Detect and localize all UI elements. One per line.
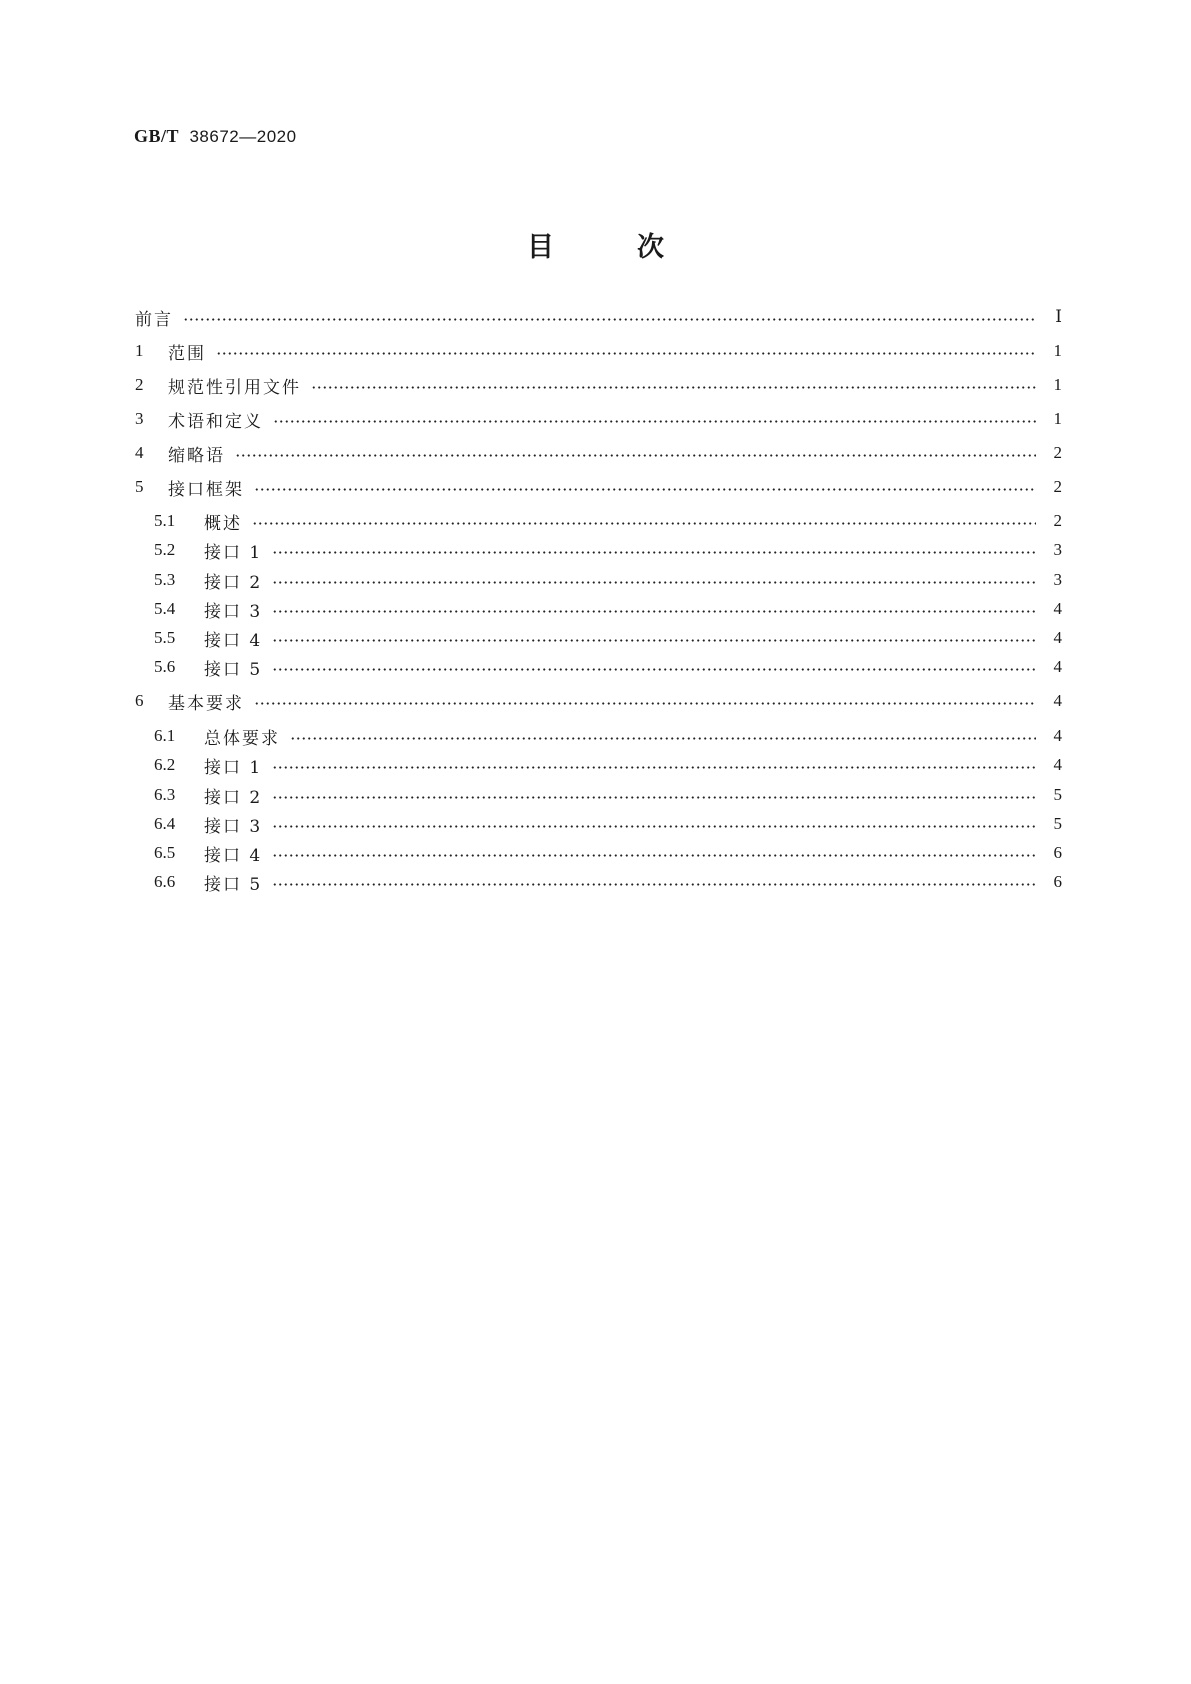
toc-entry-label: 接口 4 (204, 845, 263, 866)
toc-entry-page-number: 4 (1053, 726, 1062, 745)
toc-entry[interactable] (154, 625, 1062, 651)
toc-entry-label: 规范性引用文件 (168, 377, 301, 398)
toc-entry[interactable] (154, 869, 1062, 895)
toc-entry-page-number: 1 (1053, 341, 1062, 360)
toc-dot-leader (272, 766, 1036, 769)
toc-entry-page-number: 4 (1053, 628, 1062, 647)
toc-entry-number: 6 (135, 691, 144, 710)
toc-dot-leader (290, 737, 1036, 740)
toc-entry-label: 范围 (168, 343, 206, 364)
toc-entry-label: 接口 5 (204, 874, 263, 895)
toc-entry-page-number: 1 (1053, 375, 1062, 394)
toc-entry[interactable] (135, 406, 1062, 432)
toc-entry-number: 4 (135, 443, 144, 462)
toc-entry-number: 6.2 (154, 755, 176, 774)
toc-entry-label: 缩略语 (168, 445, 225, 466)
toc-entry-page-number: 2 (1053, 477, 1062, 496)
toc-entry-number: 5.3 (154, 570, 176, 589)
toc-dot-leader (311, 386, 1036, 389)
document-code-prefix: GB/T (134, 126, 180, 146)
toc-entry-label: 接口 1 (204, 542, 263, 563)
toc-entry-number: 5.4 (154, 599, 176, 618)
toc-entry-label: 接口 3 (204, 816, 263, 837)
toc-entry-page-number: 2 (1053, 443, 1062, 462)
toc-entry[interactable] (135, 372, 1062, 398)
toc-entry[interactable] (154, 654, 1062, 680)
toc-entry-label: 前言 (135, 309, 173, 330)
toc-entry-page-number: 5 (1053, 814, 1062, 833)
toc-entry[interactable] (154, 782, 1062, 808)
toc-entry[interactable] (154, 840, 1062, 866)
toc-entry-page-number: 1 (1053, 409, 1062, 428)
toc-entry-label: 接口 4 (204, 630, 263, 651)
toc-entry-number: 6.5 (154, 843, 176, 862)
toc-dot-leader (273, 420, 1036, 423)
toc-entry[interactable] (154, 752, 1062, 778)
toc-entry-label: 接口 2 (204, 787, 263, 808)
toc-entry[interactable] (154, 811, 1062, 837)
toc-dot-leader (254, 488, 1036, 491)
toc-entry-label: 基本要求 (168, 693, 244, 714)
toc-entry-page-number: 4 (1053, 691, 1062, 710)
toc-entry-page-number: 3 (1053, 540, 1062, 559)
toc-entry-label: 接口 5 (204, 659, 263, 680)
toc-dot-leader (272, 796, 1036, 799)
toc-dot-leader (272, 668, 1036, 671)
toc-dot-leader (272, 883, 1036, 886)
toc-dot-leader (183, 318, 1036, 321)
toc-entry[interactable] (135, 304, 1062, 330)
toc-entry-number: 5.2 (154, 540, 176, 559)
toc-entry[interactable] (154, 537, 1062, 563)
toc-entry-label: 接口 3 (204, 601, 263, 622)
toc-entry-page-number: Ⅰ (1055, 307, 1062, 326)
toc-dot-leader (272, 854, 1036, 857)
toc-entry-label: 接口 1 (204, 757, 263, 778)
toc-dot-leader (272, 581, 1036, 584)
toc-entry[interactable] (135, 474, 1062, 500)
toc-entry-page-number: 2 (1053, 511, 1062, 530)
toc-entry-page-number: 6 (1053, 872, 1062, 891)
toc-entry-number: 6.3 (154, 785, 176, 804)
toc-entry-page-number: 4 (1053, 599, 1062, 618)
toc-dot-leader (254, 702, 1036, 705)
toc-dot-leader (272, 825, 1036, 828)
toc-entry-number: 6.6 (154, 872, 176, 891)
toc-entry-label: 术语和定义 (168, 411, 263, 432)
toc-entry-number: 5.1 (154, 511, 176, 530)
page-title: 目 次 (527, 232, 692, 263)
toc-entry-label: 接口 2 (204, 572, 263, 593)
toc-entry-number: 5 (135, 477, 144, 496)
toc-entry-number: 3 (135, 409, 144, 428)
toc-entry[interactable] (154, 508, 1062, 534)
toc-dot-leader (272, 610, 1036, 613)
toc-entry[interactable] (154, 567, 1062, 593)
document-code-number: 38672—2020 (189, 127, 297, 146)
toc-dot-leader (235, 454, 1036, 457)
toc-entry[interactable] (135, 688, 1062, 714)
toc-entry-number: 1 (135, 341, 144, 360)
toc-entry-page-number: 4 (1053, 657, 1062, 676)
toc-entry-page-number: 3 (1053, 570, 1062, 589)
toc-entry[interactable] (135, 338, 1062, 364)
toc-entry-label: 接口框架 (168, 479, 244, 500)
toc-entry[interactable] (154, 723, 1062, 749)
toc-dot-leader (216, 352, 1036, 355)
toc-dot-leader (272, 639, 1036, 642)
toc-entry-number: 5.6 (154, 657, 176, 676)
toc-entry[interactable] (135, 440, 1062, 466)
toc-entry-label: 概述 (204, 513, 242, 534)
toc-entry-page-number: 6 (1053, 843, 1062, 862)
toc-entry-page-number: 4 (1053, 755, 1062, 774)
toc-entry-page-number: 5 (1053, 785, 1062, 804)
toc-dot-leader (272, 551, 1036, 554)
toc-entry-number: 6.1 (154, 726, 176, 745)
toc-entry-number: 5.5 (154, 628, 176, 647)
toc-entry[interactable] (154, 596, 1062, 622)
toc-entry-number: 2 (135, 375, 144, 394)
toc-dot-leader (252, 522, 1036, 525)
toc-entry-label: 总体要求 (204, 728, 280, 749)
toc-entry-number: 6.4 (154, 814, 176, 833)
